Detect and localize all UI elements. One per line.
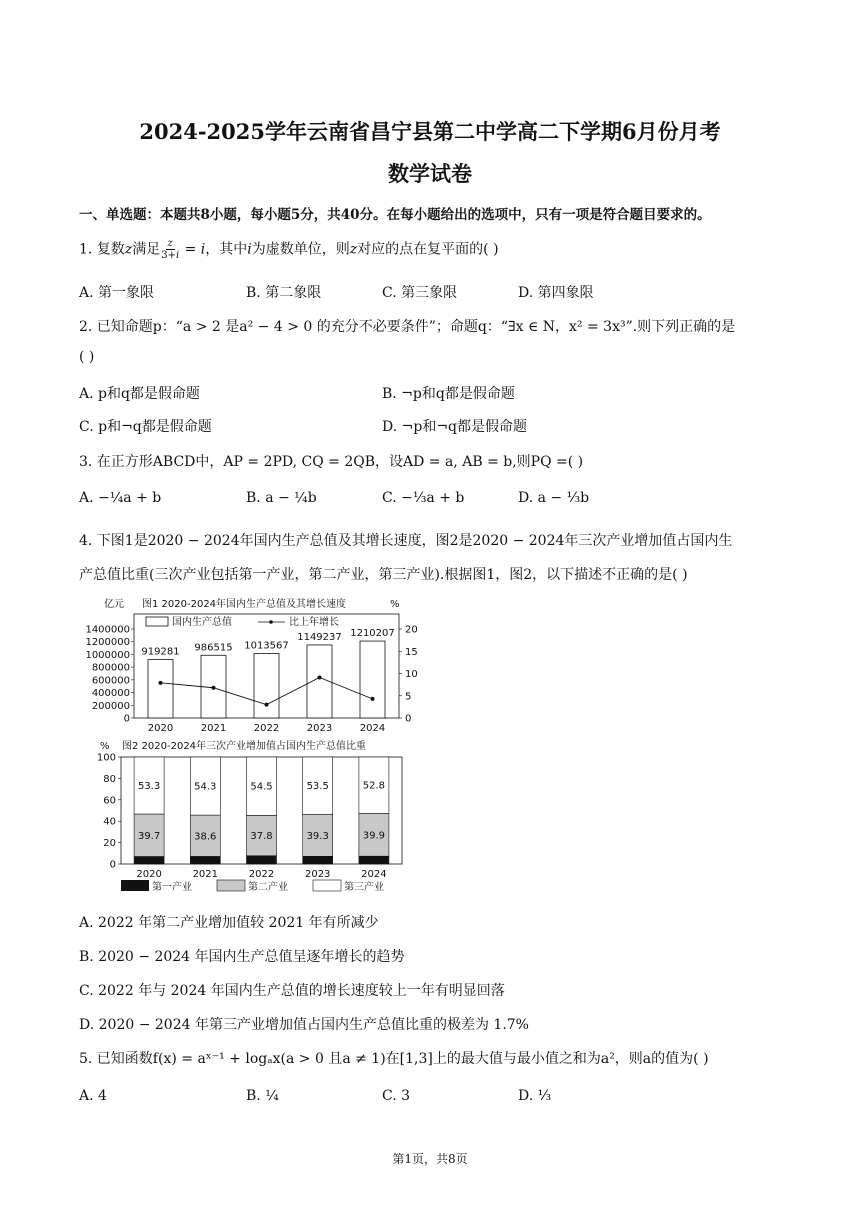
- fig1-left-tick-label: 200000: [91, 700, 130, 712]
- fig1-gdp-bar: [254, 654, 279, 718]
- fig1-left-tick-label: 1000000: [85, 649, 130, 661]
- fig1-year-label: 2022: [253, 723, 280, 734]
- fig2-share-label: 39.9: [362, 830, 386, 842]
- fig2-share-label: 53.5: [306, 781, 329, 793]
- exam-title: 2024-2025学年云南省昌宁县第二中学高二下学期6月份月考: [139, 119, 721, 144]
- fig2-tick-label: 60: [103, 795, 116, 807]
- fig2-year-label: 2024: [361, 869, 387, 880]
- fig2-year-label: 2021: [192, 869, 219, 880]
- question-2-paren: ( ): [79, 349, 95, 365]
- fig2-legend-secondary-label: 第二产业: [248, 882, 288, 893]
- question-5-stem: 5. 已知函数f(x) = aˣ⁻¹ + logₐx(a > 0 且a ≠ 1)在[1,3]上的最大值与最小值之和为a²，则a的值为( ): [79, 1051, 709, 1067]
- fig2-share-label: 39.3: [306, 830, 329, 842]
- fig1-gdp-value-label: 1149237: [297, 631, 342, 643]
- q1-option-c: C. 第三象限: [382, 285, 458, 301]
- section-heading: 一、单选题：本题共8小题，每小题5分，共40分。在每小题给出的选项中，只有一项是符合题目要求的。: [79, 207, 711, 223]
- exam-subtitle: 数学试卷: [388, 161, 472, 186]
- fig1-year-label: 2020: [147, 723, 174, 734]
- q2-option-a: A. p和q都是假命题: [79, 386, 200, 402]
- fig1-right-tick-label: 20: [405, 624, 418, 636]
- fig1-left-tick-label: 0: [123, 713, 130, 725]
- page-footer: 第1页，共8页: [392, 1152, 468, 1166]
- fig2-share-label: 38.6: [194, 831, 217, 843]
- question-2-stem: 2. 已知命题p：“a > 2 是a² − 4 > 0 的充分不必要条件”；命题q：“∃x ∈ N，x² = 3x³”.则下列正确的是: [79, 319, 736, 335]
- q2-option-b: B. ¬p和q都是假命题: [382, 386, 515, 402]
- fig2-tick-label: 80: [103, 773, 116, 785]
- fig1-gdp-value-label: 919281: [141, 646, 180, 658]
- fig2-share-label: 37.8: [250, 831, 273, 843]
- fig2-legend-tertiary-swatch: [313, 880, 341, 891]
- fig1-growth-point: [212, 686, 216, 690]
- fig1-right-unit: %: [390, 599, 400, 610]
- q1-option-b: B. 第二象限: [246, 285, 322, 301]
- q3-option-b: B. a − ¼b: [246, 490, 317, 506]
- fig1-legend-bar-swatch: [146, 617, 168, 626]
- fraction-z-over-3-plus-i: $\frac{z}{3+i}$: [161, 238, 180, 261]
- q4-option-d: D. 2020 − 2024 年第三产业增加值占国内生产总值比重的极差为 1.7%: [79, 1017, 529, 1033]
- fig2-legend-primary-swatch: [121, 880, 149, 891]
- fig1-right-tick-label: 0: [405, 713, 412, 725]
- q3-option-c: C. −⅓a + b: [382, 490, 465, 506]
- fig1-growth-point: [159, 681, 163, 685]
- q2-option-c: C. p和¬q都是假命题: [79, 419, 212, 435]
- fig2-primary-segment: [190, 856, 220, 864]
- fig1-growth-point: [371, 697, 375, 701]
- gdp-chart: [85, 594, 420, 739]
- fig1-title: 图1 2020-2024年国内生产总值及其增长速度: [142, 599, 347, 610]
- fig2-tick-label: 100: [96, 752, 116, 764]
- fig1-left-tick-label: 1400000: [85, 624, 130, 636]
- fig1-right-tick-label: 15: [405, 646, 418, 658]
- fig2-share-label: 52.8: [362, 780, 386, 792]
- question-1-stem: 1. 复数z满足 $\frac{z}{3+i}$ = i，其中i为虚数单位，则z对应的点在复平面的( ): [79, 238, 499, 261]
- q4-option-a: A. 2022 年第二产业增加值较 2021 年有所减少: [79, 915, 379, 931]
- fig2-year-label: 2022: [248, 869, 275, 880]
- fig1-legend-bar-label: 国内生产总值: [172, 617, 232, 628]
- q5-option-c: C. 3: [382, 1088, 411, 1104]
- fig1-legend-line-label: 比上年增长: [289, 617, 339, 628]
- fig2-primary-segment: [303, 856, 333, 864]
- fig2-primary-segment: [134, 857, 164, 864]
- fig1-year-label: 2023: [306, 723, 333, 734]
- fig1-left-tick-label: 600000: [91, 675, 130, 687]
- fig2-tick-label: 20: [103, 838, 116, 850]
- fig1-gdp-bar: [360, 641, 385, 718]
- fig1-left-tick-label: 1200000: [85, 637, 130, 649]
- fig2-left-unit: %: [100, 741, 110, 752]
- fig2-share-label: 39.7: [137, 830, 161, 842]
- fig1-left-tick-label: 800000: [91, 662, 130, 674]
- fig1-gdp-value-label: 1013567: [244, 640, 289, 652]
- q4-option-b: B. 2020 − 2024 年国内生产总值呈逐年增长的趋势: [79, 949, 405, 965]
- fig2-legend-primary-label: 第一产业: [152, 882, 192, 893]
- industry-share-chart: [90, 738, 420, 898]
- fig2-year-label: 2020: [136, 869, 162, 880]
- q1-option-d: D. 第四象限: [518, 285, 594, 301]
- fig2-tick-label: 40: [103, 816, 116, 828]
- question-4-stem-2: 产总值比重(三次产业包括第一产业，第二产业，第三产业).根据图1，图2，以下描述不正确的是( ): [79, 567, 688, 583]
- fig1-gdp-value-label: 1210207: [350, 628, 395, 640]
- fig1-gdp-value-label: 986515: [194, 642, 233, 654]
- fig1-growth-point: [318, 676, 322, 680]
- q5-option-b: B. ¼: [246, 1088, 279, 1104]
- fig1-right-tick-label: 10: [405, 669, 418, 680]
- q3-option-a: A. −¼a + b: [79, 490, 162, 506]
- question-3-stem: 3. 在正方形ABCD中，AP = 2PD, CQ = 2QB，设AD = a, AB = b,则PQ =( ): [79, 454, 584, 470]
- fig2-share-label: 54.3: [194, 781, 217, 793]
- fig1-year-label: 2024: [359, 723, 386, 734]
- q2-option-d: D. ¬p和¬q都是假命题: [382, 419, 528, 435]
- fig2-year-label: 2023: [304, 869, 331, 880]
- question-4-stem: 4. 下图1是2020 − 2024年国内生产总值及其增长速度，图2是2020 − 2024年三次产业增加值占国内生: [79, 533, 733, 549]
- q5-option-d: D. ⅓: [518, 1088, 552, 1104]
- fig1-year-label: 2021: [200, 723, 227, 734]
- fig2-title: 图2 2020-2024年三次产业增加值占国内生产总值比重: [122, 741, 367, 752]
- fig2-share-label: 53.3: [137, 781, 161, 793]
- fig1-growth-point: [265, 703, 269, 707]
- fig2-legend-tertiary-label: 第三产业: [344, 882, 384, 893]
- q5-option-a: A. 4: [79, 1088, 107, 1104]
- fig1-left-tick-label: 400000: [91, 688, 130, 700]
- fig2-share-label: 54.5: [250, 781, 273, 793]
- fig2-tick-label: 0: [109, 859, 116, 871]
- q3-option-d: D. a − ⅓b: [518, 490, 590, 506]
- fig2-primary-segment: [247, 856, 277, 864]
- q4-option-c: C. 2022 年与 2024 年国内生产总值的增长速度较上一年有明显回落: [79, 983, 505, 999]
- fig2-primary-segment: [359, 856, 389, 864]
- fig1-gdp-bar: [148, 660, 173, 718]
- fig2-legend-secondary-swatch: [217, 880, 245, 891]
- fig1-legend-line-marker: [269, 620, 273, 624]
- fig1-right-tick-label: 5: [405, 691, 412, 703]
- q1-option-a: A. 第一象限: [79, 285, 155, 301]
- fig1-left-unit: 亿元: [104, 599, 124, 610]
